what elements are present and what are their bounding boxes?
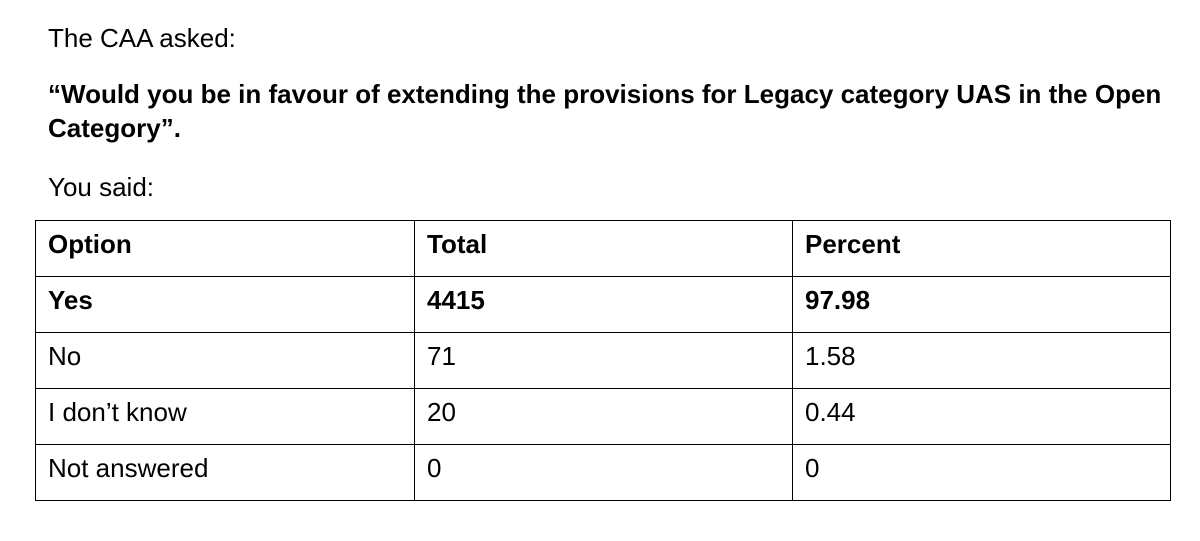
header-option: Option [36,221,415,277]
table-row [36,445,1171,501]
header-total: Total [415,221,793,277]
cell-total: 20 [415,389,793,445]
survey-question: “Would you be in favour of extending the provisions for Legacy category UAS in the Open Category”. [48,79,1162,143]
header-percent: Percent [793,221,1171,277]
cell-percent: 0 [793,445,1171,501]
cell-percent: 97.98 [793,277,1171,333]
table-header-row [36,221,1171,277]
cell-option: Not answered [36,445,415,501]
response-intro: You said: [48,172,155,202]
cell-option: Yes [36,277,415,333]
cell-percent: 1.58 [793,333,1171,389]
cell-total: 71 [415,333,793,389]
cell-total: 4415 [415,277,793,333]
cell-percent: 0.44 [793,389,1171,445]
table-row [36,389,1171,445]
cell-total: 0 [415,445,793,501]
intro-text: The CAA asked: [48,23,236,53]
table-row [36,333,1171,389]
table-row [36,277,1171,333]
cell-option: I don’t know [36,389,415,445]
cell-option: No [36,333,415,389]
results-table [35,220,1171,501]
